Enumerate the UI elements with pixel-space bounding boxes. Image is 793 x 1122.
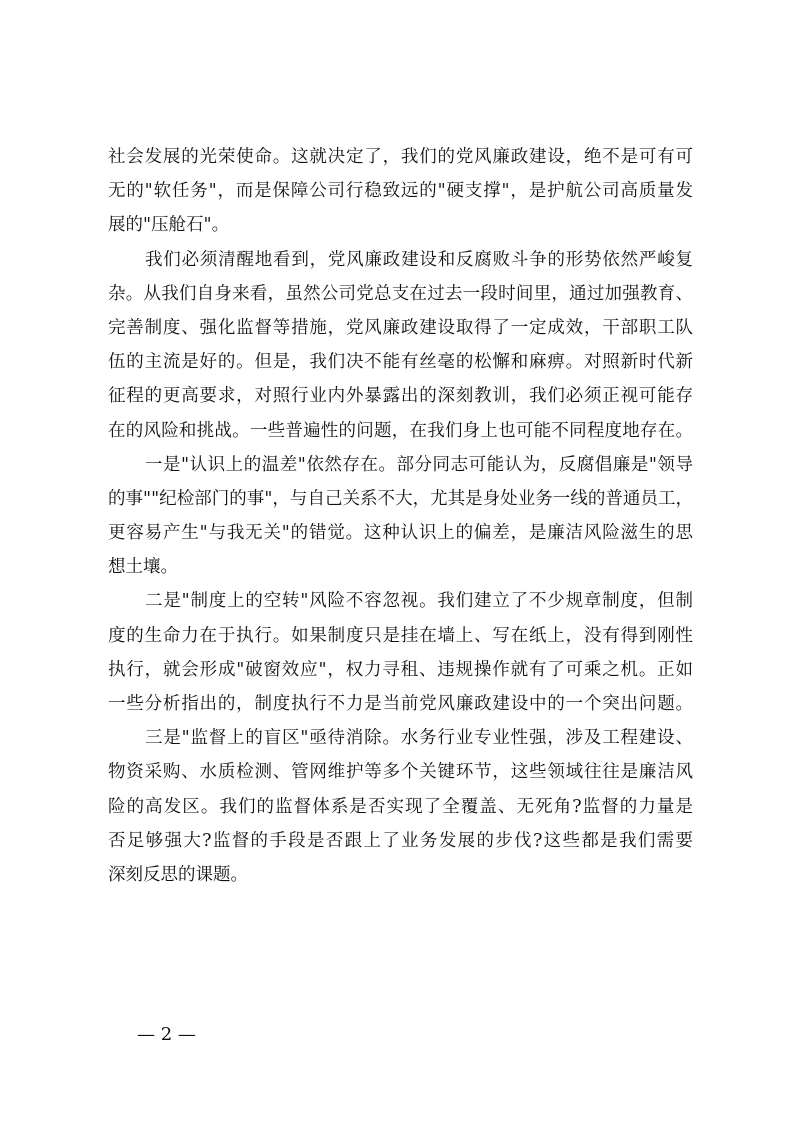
text-line: 一是"认识上的温差"依然存在。部分同志可能认为，反腐倡廉是"领导 — [145, 454, 693, 475]
text-line: 展的"压舱石"。 — [108, 215, 230, 236]
text-line: 三是"监督上的盲区"亟待消除。水务行业专业性强，涉及工程建设、 — [145, 728, 693, 749]
text-line: 的事""纪检部门的事"，与自己关系不大，尤其是身处业务一线的普通员工， — [108, 488, 693, 509]
text-line: 想土壤。 — [108, 557, 178, 578]
text-line: 物资采购、水质检测、管网维护等多个关键环节，这些领域往往是廉洁风 — [108, 762, 693, 783]
body-text — [108, 140, 693, 892]
text-line: 征程的更高要求，对照行业内外暴露出的深刻教训，我们必须正视可能存 — [108, 386, 693, 407]
text-line: 二是"制度上的空转"风险不容忽视。我们建立了不少规章制度，但制 — [145, 591, 693, 612]
text-line: 无的"软任务"，而是保障公司行稳致远的"硬支撑"，是护航公司高质量发 — [108, 181, 693, 202]
text-line: 完善制度、强化监督等措施，党风廉政建设取得了一定成效，干部职工队 — [108, 317, 693, 338]
text-line: 更容易产生"与我无关"的错觉。这种认识上的偏差，是廉洁风险滋生的思 — [108, 523, 693, 544]
text-line: 执行，就会形成"破窗效应"，权力寻租、违规操作就有了可乘之机。正如 — [108, 659, 693, 680]
text-line: 险的高发区。我们的监督体系是否实现了全覆盖、无死角?监督的力量是 — [108, 796, 693, 817]
text-line: 度的生命力在于执行。如果制度只是挂在墙上、写在纸上，没有得到刚性 — [108, 625, 693, 646]
text-line: 社会发展的光荣使命。这就决定了，我们的党风廉政建设，绝不是可有可 — [108, 147, 693, 167]
text-line: 深刻反思的课题。 — [108, 864, 248, 885]
text-line: 伍的主流是好的。但是，我们决不能有丝毫的松懈和麻痹。对照新时代新 — [108, 352, 693, 373]
text-line: 杂。从我们自身来看，虽然公司党总支在过去一段时间里，通过加强教育、 — [108, 283, 693, 304]
text-line: 一些分析指出的，制度执行不力是当前党风廉政建设中的一个突出问题。 — [108, 694, 693, 714]
text-line: 否足够强大?监督的手段是否跟上了业务发展的步伐?这些都是我们需要 — [108, 830, 693, 851]
text-line: 我们必须清醒地看到，党风廉政建设和反腐败斗争的形势依然严峻复 — [145, 249, 693, 270]
page-number: — 2 — — [137, 1024, 196, 1045]
text-line: 在的风险和挑战。一些普遍性的问题，在我们身上也可能不同程度地存在。 — [108, 420, 693, 441]
